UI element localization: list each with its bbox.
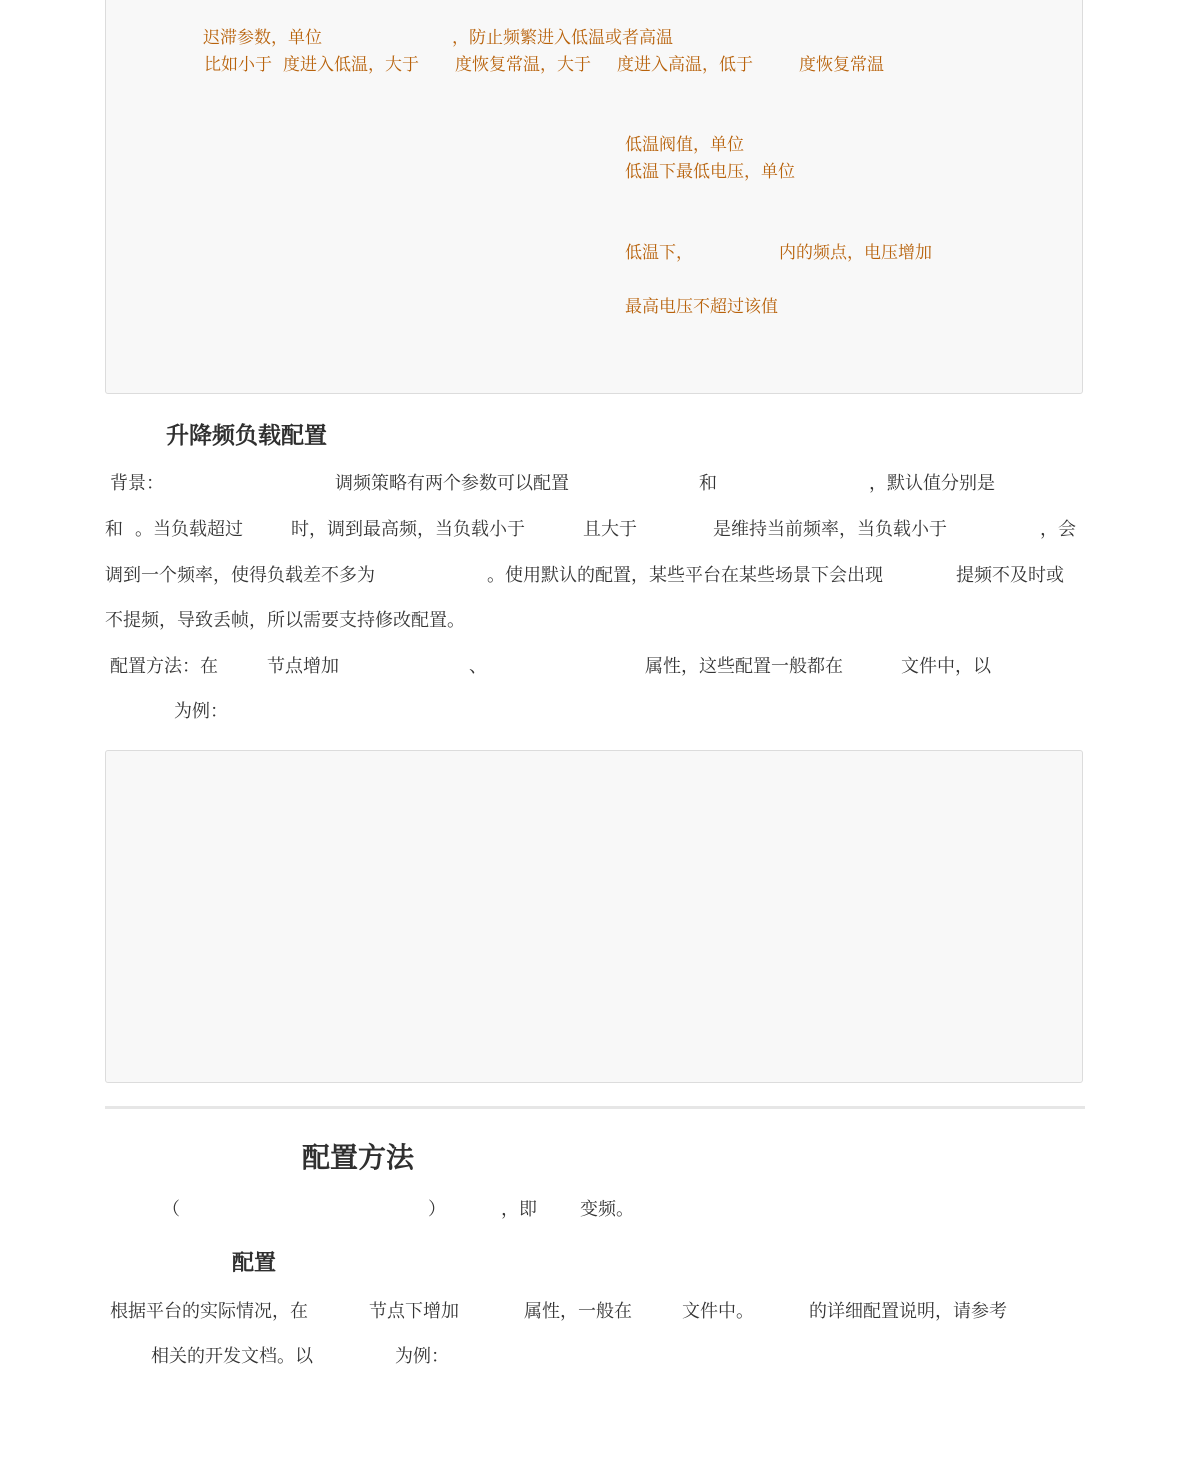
code-comment: 最高电压不超过该值 [625,297,778,317]
paragraph-text: 文件中。 [682,1301,754,1322]
code-comment: ，防止频繁进入低温或者高温 [452,28,673,48]
paragraph-text: 节点增加 [267,656,339,677]
paragraph-text: ，默认值分别是 [869,473,995,494]
paragraph-text: 不提频，导致丢帧，所以需要支持修改配置。 [105,610,465,631]
code-comment: 内的频点，电压增加 [779,243,932,263]
section-heading-config-method: 配置方法 [302,1141,415,1174]
paragraph-text: 是维持当前频率，当负载小于 [713,519,947,540]
paragraph-text: 节点下增加 [369,1301,459,1322]
paragraph-text: 为例： [174,701,228,722]
code-comment: 度恢复常温，大于 [455,55,591,75]
code-comment: 迟滞参数，单位 [203,28,322,48]
paragraph-text: 为例： [395,1346,449,1367]
paragraph-text: 变频。 [580,1199,634,1220]
paragraph-text: 、 [469,656,487,677]
paragraph-text: ，即 [501,1199,537,1220]
paragraph-text: 时，调到最高频，当负载小于 [291,519,525,540]
paragraph-text: 的详细配置说明，请参考 [809,1301,1007,1322]
code-comment: 比如小于 [204,55,272,75]
paragraph-text: 属性，一般在 [524,1301,632,1322]
code-comment: 低温下， [625,243,693,263]
paragraph-text: 调频策略有两个参数可以配置 [335,473,569,494]
code-comment: 度进入低温，大于 [283,55,419,75]
code-comment: 度恢复常温 [799,55,884,75]
paragraph-text: ） [428,1199,446,1220]
section-heading-load-config: 升降频负载配置 [166,422,327,449]
paragraph-text: 。使用默认的配置，某些平台在某些场景下会出现 [487,565,883,586]
paragraph-text: 配置方法：在 [110,656,218,677]
paragraph-text: 文件中，以 [901,656,991,677]
paragraph-text: 和 [699,473,717,494]
code-comment: 低温下最低电压，单位 [625,162,795,182]
paragraph-text: 背景： [110,473,164,494]
code-comment: 低温阀值，单位 [625,135,744,155]
paragraph-text: （ [162,1199,180,1220]
paragraph-text: 。当负载超过 [135,519,243,540]
paragraph-text: ，会 [1040,519,1076,540]
subsection-heading-config: 配置 [232,1250,277,1276]
section-divider [105,1106,1085,1109]
paragraph-text: 调到一个频率，使得负载差不多为 [105,565,375,586]
code-block-load-config [105,750,1083,1083]
paragraph-text: 根据平台的实际情况，在 [110,1301,308,1322]
paragraph-text: 相关的开发文档。以 [151,1346,313,1367]
paragraph-text: 提频不及时或 [956,565,1064,586]
paragraph-text: 属性，这些配置一般都在 [645,656,843,677]
paragraph-text: 和 [105,519,123,540]
paragraph-text: 且大于 [583,519,637,540]
code-comment: 度进入高温，低于 [617,55,753,75]
